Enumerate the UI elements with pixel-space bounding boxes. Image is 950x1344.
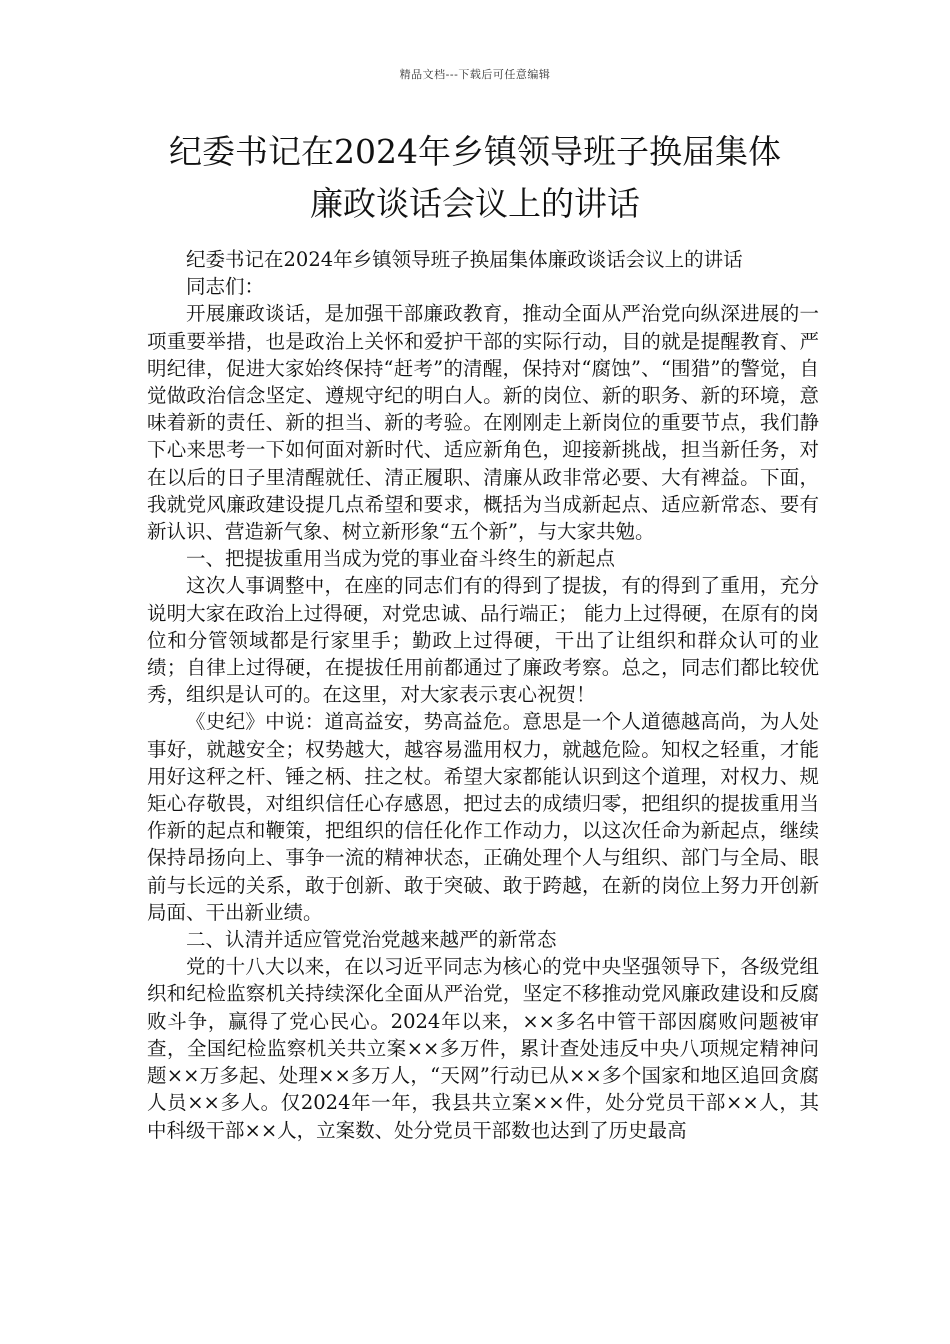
document-body: [147, 246, 819, 1144]
body-paragraph: 党的十八大以来，在以习近平同志为核心的党中央坚强领导下，各级党组织和纪检监察机关持续深化全面从严治党，坚定不移推动党风廉政建设和反腐败斗争，赢得了党心民心。2024年以来，××多名中管干部因腐败问题被审查，全国纪检监察机关共立案××多万件，累计查处违反中央八项规定精神问题××万多起、处理××多万人，“天网”行动已从××多个国家和地区追回贪腐人员××多人。仅2024年一年，我县共立案××件，处分党员干部××人，其中科级干部××人，立案数、处分党员干部数也达到了历史最高: [147, 955, 819, 1142]
intro-paragraph: 开展廉政谈话，是加强干部廉政教育，推动全面从严治党向纵深进展的一项重要举措，也是政治上关怀和爱护干部的实际行动，目的就是提醒教育、严明纪律，促进大家始终保持“赶考”的清醒，保持对“腐蚀”、“围猎”的警觉，自觉做政治信念坚定、遵规守纪的明白人。新的岗位、新的职务、新的环境，意味着新的责任、新的担当、新的考验。在刚刚走上新岗位的重要节点，我们静下心来思考一下如何面对新时代、适应新角色，迎接新挑战，担当新任务，对在以后的日子里清醒就任、清正履职、清廉从政非常必要、大有裨益。下面，我就党风廉政建设提几点希望和要求，概括为当成新起点、适应新常态、要有新认识、营造新气象、树立新形象“五个新”，与大家共勉。: [147, 302, 819, 544]
section-heading-2: 二、认清并适应管党治党越来越严的新常态: [186, 928, 557, 952]
salutation-paragraph: 同志们：: [186, 275, 265, 299]
body-paragraph: 《史纪》中说：道高益安，势高益危。意思是一个人道德越高尚，为人处事好，就越安全；权势越大，越容易滥用权力，就越危险。知权之轻重，才能用好这秤之杆、锤之柄、拄之杖。希望大家都能认识到这个道理，对权力、规矩心存敬畏，对组织信任心存感恩，把过去的成绩归零，把组织的提拔重用当作新的起点和鞭策，把组织的信任化作工作动力，以这次任命为新起点，继续保持昂扬向上、事争一流的精神状态，正确处理个人与组织、部门与全局、眼前与长远的关系，敢于创新、敢于突破、敢于跨越，在新的岗位上努力开创新局面、干出新业绩。: [147, 710, 819, 924]
document-title: [110, 126, 840, 230]
section-heading-1: 一、把提拔重用当成为党的事业奋斗终生的新起点: [186, 547, 616, 571]
body-paragraph: 这次人事调整中，在座的同志们有的得到了提拔，有的得到了重用，充分说明大家在政治上过得硬，对党忠诚、品行端正； 能力上过得硬，在原有的岗位和分管领域都是行家里手；勤政上过得硬，干出了让组织和群众认可的业绩；自律上过得硬，在提拔任用前都通过了廉政考察。总之，同志们都比较优秀，组织是认可的。在这里，对大家表示衷心祝贺！: [147, 574, 819, 707]
subtitle-paragraph: 纪委书记在2024年乡镇领导班子换届集体廉政谈话会议上的讲话: [186, 248, 743, 271]
header-note: 精品文档---下载后可任意编辑: [399, 68, 551, 81]
title-line-2: 廉政谈话会议上的讲话: [310, 184, 640, 223]
title-line-1: 纪委书记在2024年乡镇领导班子换届集体: [169, 132, 781, 171]
